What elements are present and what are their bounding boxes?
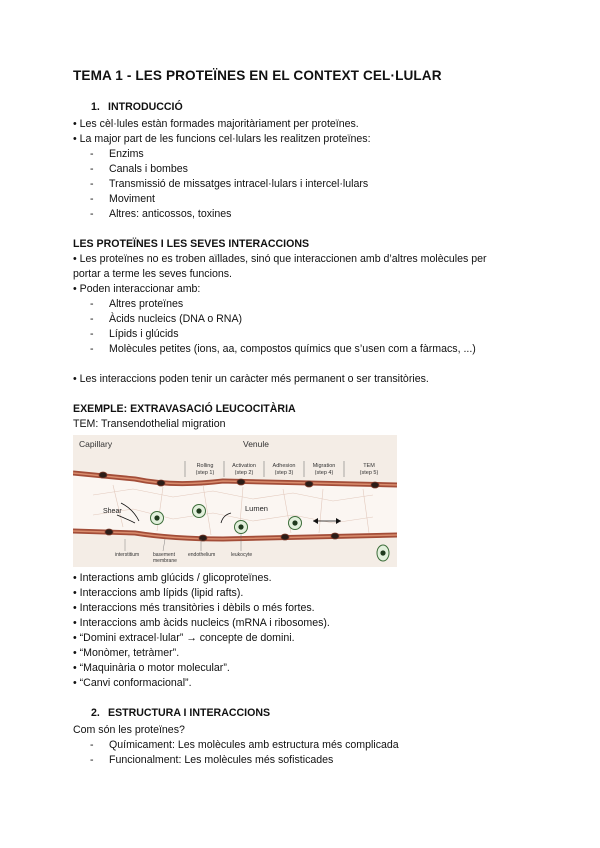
example-bullet: • Interaccions més transitòries i dèbils o més fortes. xyxy=(73,602,315,614)
figure-label-lumen: Lumen xyxy=(245,504,268,513)
extravasation-figure xyxy=(73,435,397,567)
list-item: - Altres proteïnes xyxy=(90,298,184,310)
paragraph-line: • Les proteïnes no es troben aïllades, sinó que interaccionen amb d’altres molècules per xyxy=(73,253,487,265)
figure-bottom-label: leukocyte xyxy=(231,552,253,558)
example-bullet: • Interaccions amb àcids nucleics (mRNA i ribosomes). xyxy=(73,617,330,629)
figure-step-name: Adhesion xyxy=(272,463,296,469)
document-page xyxy=(73,68,543,768)
page-title: TEMA 1 - LES PROTEÏNES EN EL CONTEXT CEL·LULAR xyxy=(73,68,442,83)
figure-step-name: Migration xyxy=(312,463,336,469)
figure-bottom-label: membrane xyxy=(153,558,177,564)
figure-label-venule: Venule xyxy=(243,439,269,449)
example-bullet: • “Domini extracel·lular” → concepte de domini. xyxy=(73,632,295,644)
example-bullet: • Interactions amb glúcids / glicoproteïnes. xyxy=(73,572,272,584)
figure-label-capillary: Capillary xyxy=(79,439,113,449)
paragraph-line: • Les cèl·lules estàn formades majoritàriament per proteïnes. xyxy=(73,118,359,130)
section-heading-estructura xyxy=(91,706,543,721)
list-item: - Lípids i glúcids xyxy=(90,328,179,340)
paragraph-line: • La major part de les funcions cel·lulars les realitzen proteïnes: xyxy=(73,133,371,145)
figure-label-shear: Shear xyxy=(103,508,122,515)
list-item: - Transmissió de missatges intracel·lulars i intercel·lulars xyxy=(90,178,369,190)
figure-step-number: (step 3) xyxy=(274,470,294,476)
figure-bottom-label: basement xyxy=(153,552,175,558)
interactions-note: • Les interaccions poden tenir un caràcter més permanent o ser transitòries. xyxy=(73,373,429,385)
list-item: - Altres: anticossos, toxines xyxy=(90,208,232,220)
example-bullet: • “Canvi conformacional”. xyxy=(73,677,192,689)
interactions-heading: LES PROTEÏNES I LES SEVES INTERACCIONS xyxy=(73,238,310,250)
figure-step-number: (step 4) xyxy=(314,470,334,476)
example-bullet: • “Maquinària o motor molecular”. xyxy=(73,662,230,674)
paragraph-line: Com són les proteïnes? xyxy=(73,724,185,736)
list-item: - Moviment xyxy=(90,193,155,205)
list-item: - Funcionalment: Les molècules més sofisticades xyxy=(90,754,334,766)
figure-bottom-label: endothelium xyxy=(188,552,216,558)
figure-step-number: (step 1) xyxy=(195,470,215,476)
list-item: - Àcids nucleics (DNA o RNA) xyxy=(90,313,243,325)
paragraph-line: • Poden interaccionar amb: xyxy=(73,283,201,295)
section-heading-introduccio xyxy=(91,100,543,115)
figure-step-name: Rolling xyxy=(196,463,214,469)
section-heading-text: ESTRUCTURA I INTERACCIONS xyxy=(108,707,271,719)
list-item: - Químicament: Les molècules amb estructura més complicada xyxy=(90,739,399,751)
list-item: - Molècules petites (ions, aa, compostos químics que s’usen com a fàrmacs, ...) xyxy=(90,343,476,355)
example-bullet: • Interaccions amb lípids (lipid rafts). xyxy=(73,587,244,599)
example-bullet: • “Monòmer, tetràmer”. xyxy=(73,647,180,659)
figure-step-name: Activation xyxy=(232,463,256,469)
example-heading: EXEMPLE: EXTRAVASACIÓ LEUCOCITÀRIA xyxy=(73,403,296,415)
section-number: 2. xyxy=(91,707,100,719)
figure-step-name: TEM xyxy=(363,463,375,469)
figure-bottom-label: interstitium xyxy=(115,552,140,558)
figure-step-number: (step 2) xyxy=(234,470,254,476)
example-subtitle: TEM: Transendothelial migration xyxy=(73,418,226,430)
figure-step-number: (step 5) xyxy=(359,470,379,476)
section-heading-text: INTRODUCCIÓ xyxy=(108,101,183,113)
list-item: - Enzims xyxy=(90,148,144,160)
section-number: 1. xyxy=(91,101,100,113)
list-item: - Canals i bombes xyxy=(90,163,188,175)
paragraph-line: portar a terme les seves funcions. xyxy=(73,268,232,280)
